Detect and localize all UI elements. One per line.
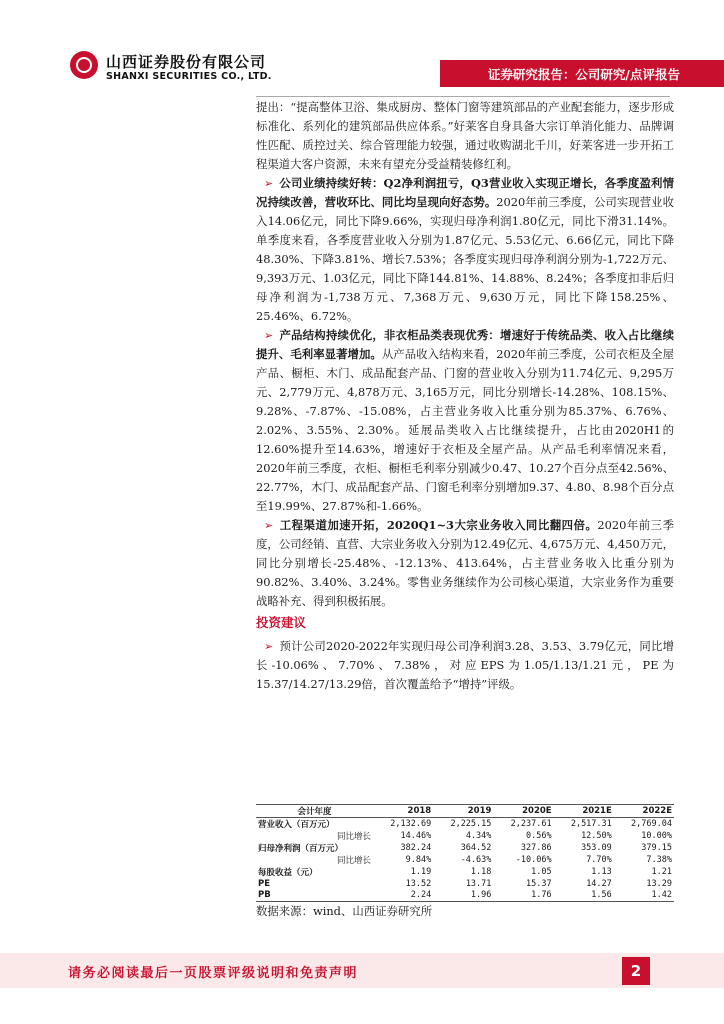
company-logo-icon — [70, 51, 98, 79]
data-source: 数据来源：wind、山西证券研究所 — [256, 904, 433, 918]
table-cell: 4.34% — [465, 831, 492, 841]
table-cell: 7.38% — [646, 855, 672, 865]
table-cell: 1.18 — [470, 867, 492, 877]
table-cell: 15.37 — [526, 878, 552, 889]
bullet-text: 2020年前三季度，公司实现营业收入14.06亿元，同比下降9.66%，实现归母净利润1.80亿元，同比下滑31.14%。单季度来看，各季度营业收入分别为1.87亿元、5.53亿元、6.66亿元，同比下降48.30%、下降3.81%、增长7.53%；各季度实现归母净利润分别为-1,722万元、9,393万元、1.03亿元，同比下降144.81%、14.88%、8.24%；各季度扣非后归母净利润为-1,738万元、7,368万元、9,630万元，同比下降158.25%、25.46%、6.72%。 — [256, 195, 674, 323]
bullet-paragraph-3 — [256, 516, 674, 611]
table-cell: 1.56 — [554, 890, 614, 902]
table-cell: 2,517.31 — [570, 819, 612, 829]
table-cell: -10.06% — [515, 855, 552, 865]
row-label: PB — [256, 890, 373, 902]
bullet-title: 公司业绩持续好转：Q2净利润扭亏，Q3营业收入实现正增长，各季度盈利情况持续改善，营收环比、同比均呈现向好态势。 — [256, 176, 674, 209]
intro-paragraph: 提出：“提高整体卫浴、集成厨房、整体门窗等建筑部品的产业配套能力，逐步形成标准化、系列化的建筑部品供应体系。”好莱客自身具备大宗订单消化能力、品牌调性匹配、质控过关、综合管理能力较强，通过收购湖北千川，好莱客进一步开拓工程渠道大客户资源，未来有望充分受益精装修红利。 — [256, 100, 674, 171]
table-cell: 1.42 — [614, 890, 674, 902]
table-header-cell: 会计年度 — [256, 805, 373, 818]
bullet-title: 产品结构持续优化，非衣柜品类表现优秀：增速好于传统品类、收入占比继续提升、毛利率显著增加。 — [256, 328, 674, 361]
table-cell: 2,132.69 — [390, 819, 432, 829]
table-cell: 14.27 — [586, 878, 612, 889]
row-label: 归母净利润（百万元） — [258, 844, 344, 854]
table-cell: 1.21 — [651, 867, 672, 877]
table-cell: 2,225.15 — [450, 819, 492, 829]
row-label: 同比增长 — [337, 832, 372, 842]
table-row — [256, 830, 674, 842]
table-header-row — [256, 805, 674, 818]
page-header — [0, 0, 724, 95]
table-cell: 2,769.04 — [631, 819, 672, 829]
row-label: PE — [258, 878, 271, 889]
table-cell: 1.05 — [531, 867, 552, 877]
table-row — [256, 878, 674, 890]
table-row — [256, 854, 674, 866]
bullet-paragraph-2 — [256, 326, 674, 516]
table-cell: 327.86 — [520, 843, 552, 853]
row-label: 同比增长 — [337, 856, 372, 866]
bullet-text: 从产品收入结构来看，2020年前三季度，公司衣柜及全屋产品、橱柜、木门、成品配套产品、门窗的营业收入分别为11.74亿元、9,295万元、2,779万元、4,878万元、3,165万元，同比分别增长-14.28%、108.15%、9.28%、-7.87%、-15.08%，占主营业务收入比重分别为85.37%、6.76%、2.02%、3.55%、2.30%。延展品类收入占比继续提升，占比由2020H1的12.60%提升至14.63%，增速好于衣柜及全屋产品。从产品毛利率情况来看，2020年前三季度，衣柜、橱柜毛利率分别减少0.47、10.27个百分点至42.56%、22.77%，木门、成品配套产品、门窗毛利率分别增加9.37、4.80、8.98个百分点至19.99%、27.87%和-1.66%。 — [256, 347, 674, 513]
table-cell: 13.71 — [465, 878, 492, 889]
table-cell: 2,237.61 — [510, 819, 552, 829]
table-cell: 10.00% — [641, 831, 672, 841]
row-label: 每股收益（元） — [258, 868, 318, 878]
section-title: 投资建议 — [256, 615, 307, 630]
table-header-cell: 2021E — [554, 805, 614, 818]
table-cell: 1.96 — [433, 890, 493, 902]
table-cell: 0.56% — [526, 831, 552, 841]
table-cell: 364.52 — [460, 843, 492, 853]
invest-text: 预计公司2020-2022年实现归母公司净利润3.28、3.53、3.79亿元，同比增长-10.06%、7.70%、7.38%，对应EPS为1.05/1.13/1.21元，PE为15.37/14.27/13.29倍，首次覆盖给予“增持”评级。 — [256, 639, 674, 691]
bullet-text: 2020年前三季度，公司经销、直营、大宗业务收入分别为12.49亿元、4,675万元、4,450万元，同比分别增长-25.48%、-12.13%、413.64%，占主营业务收入比重分别为90.82%、3.40%、3.24%。零售业务继续作为公司核心渠道，大宗业务作为重要战略补充、得到积极拓展。 — [256, 518, 674, 608]
table-row — [256, 818, 674, 831]
table-cell: 1.76 — [493, 890, 553, 902]
company-name-cn: 山西证券股份有限公司 — [106, 53, 267, 71]
table-cell: 9.84% — [405, 855, 432, 865]
table-cell: 14.46% — [400, 831, 432, 841]
page-number: 2 — [622, 957, 650, 985]
bullet-arrow-icon: ➢ — [264, 519, 274, 532]
table-cell: 1.13 — [591, 867, 612, 877]
header-rule — [256, 96, 670, 97]
table-row — [256, 842, 674, 854]
financial-table — [256, 804, 674, 902]
table-row — [256, 890, 674, 902]
table-cell: 13.52 — [405, 878, 432, 889]
table-header-cell: 2018 — [373, 805, 433, 818]
table-cell: 13.29 — [646, 878, 672, 889]
bullet-arrow-icon: ➢ — [264, 640, 274, 653]
table-cell: 353.09 — [581, 843, 612, 853]
company-name-en: SHANXI SECURITIES CO., LTD. — [106, 71, 272, 82]
bullet-paragraph-1 — [256, 174, 674, 326]
report-type: 证券研究报告：公司研究/点评报告 — [487, 67, 680, 82]
bullet-arrow-icon: ➢ — [264, 329, 274, 342]
table-cell: 2.24 — [373, 890, 433, 902]
table-cell: 1.19 — [410, 867, 432, 877]
table-cell: -4.63% — [460, 855, 492, 865]
report-type-band — [440, 60, 724, 87]
table-cell: 7.70% — [586, 855, 612, 865]
table-header-cell: 2022E — [614, 805, 674, 818]
bullet-title: 工程渠道加速开拓，2020Q1~3大宗业务收入同比翻四倍。 — [279, 518, 598, 532]
table-row — [256, 866, 674, 878]
table-cell: 382.24 — [400, 843, 432, 853]
table-header-cell: 2019 — [433, 805, 493, 818]
bullet-arrow-icon: ➢ — [264, 177, 274, 190]
table-cell: 12.50% — [581, 831, 612, 841]
table-cell: 379.15 — [641, 843, 672, 853]
invest-paragraph — [256, 637, 674, 694]
row-label: 营业收入（百万元） — [258, 820, 335, 830]
table-header-cell: 2020E — [493, 805, 553, 818]
main-content — [256, 98, 674, 694]
footer-disclaimer: 请务必阅读最后一页股票评级说明和免责声明 — [68, 966, 359, 981]
